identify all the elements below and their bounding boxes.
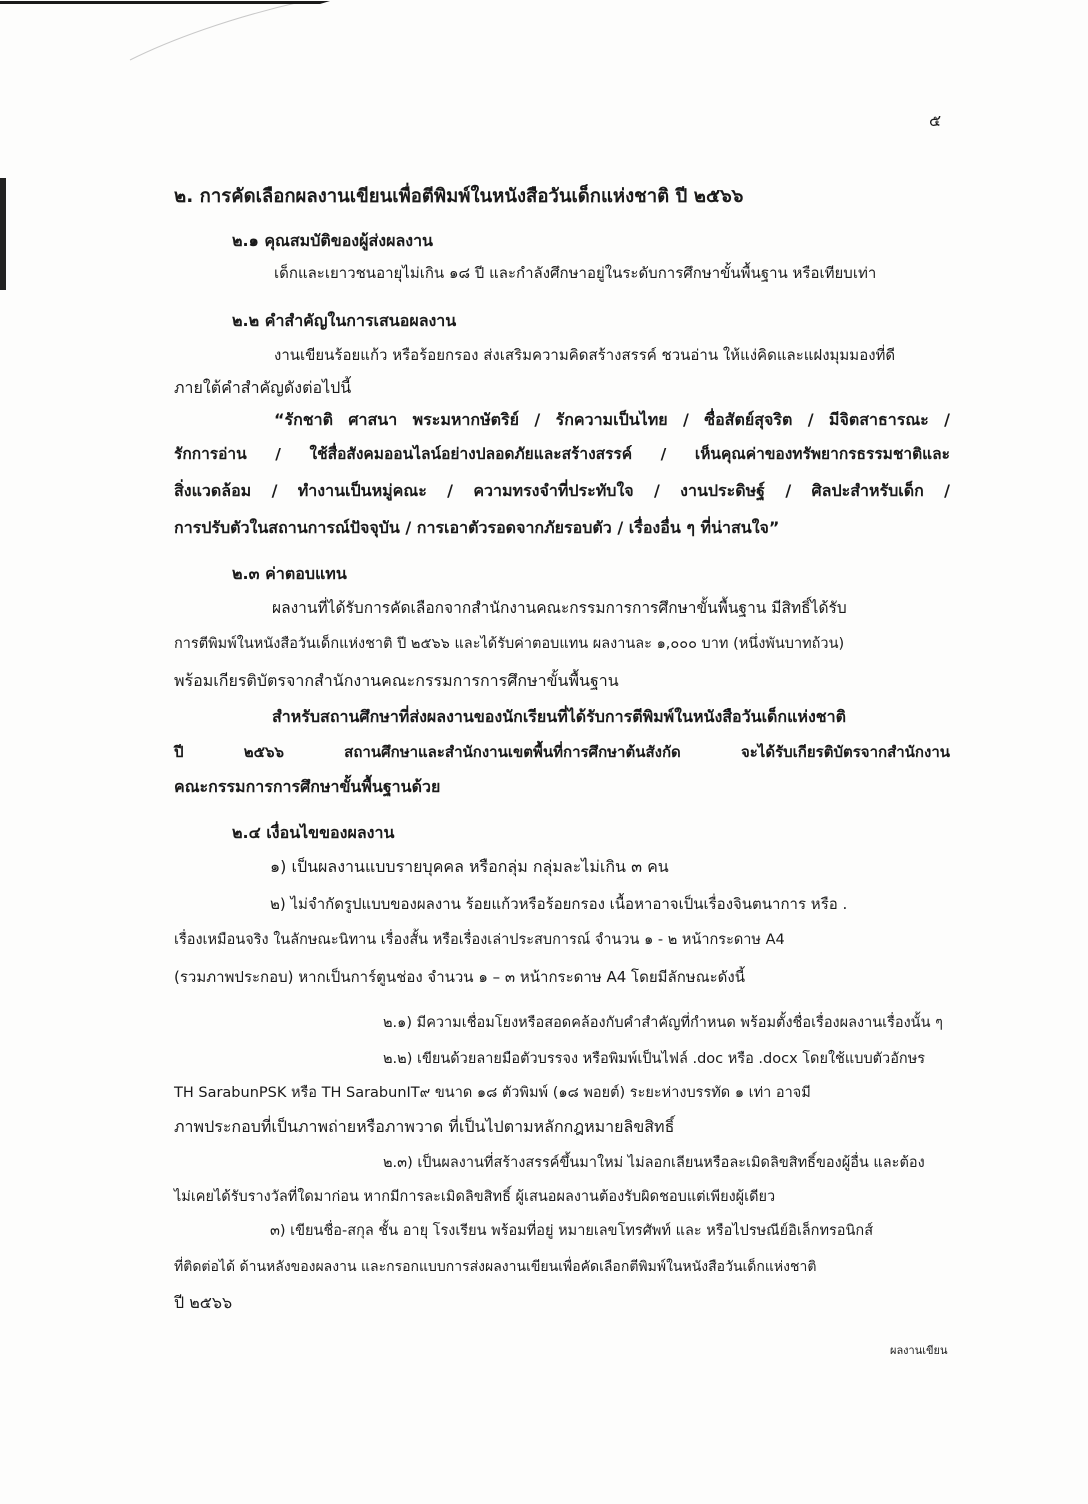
subsection-2-1-text: เด็กและเยาวชนอายุไม่เกิน ๑๘ ปี และกำลังศึกษาอยู่ในระดับการศึกษาขั้นพื้นฐาน หรือเทียบเท่า [274,264,877,282]
condition-3-line-1: ๓) เขียนชื่อ-สกุล ชั้น อายุ โรงเรียน พร้อมที่อยู่ หมายเลขโทรศัพท์ และ หรือไปรษณีย์อิเล็กทรอนิกส์ [270,1223,874,1239]
condition-2-3-line-2: ไม่เคยได้รับรางวัลที่ใดมาก่อน หากมีการละเมิดลิขสิทธิ์ ผู้เสนอผลงานต้องรับผิดชอบแต่เพียงผู้เดียว [174,1189,776,1205]
condition-2-2-line-1: ๒.๒) เขียนด้วยลายมือตัวบรรจง หรือพิมพ์เป็นไฟล์ .doc หรือ .docx โดยใช้แบบตัวอักษร [383,1051,926,1067]
condition-2-1: ๒.๑) มีความเชื่อมโยงหรือสอดคล้องกับคำสำคัญที่กำหนด พร้อมตั้งชื่อเรื่องผลงานเรื่องนั้น ๆ [383,1015,943,1031]
subsection-2-3-line-3: พร้อมเกียรติบัตรจากสำนักงานคณะกรรมการการศึกษาขั้นพื้นฐาน [174,671,619,690]
institution-award-line-1: สำหรับสถานศึกษาที่ส่งผลงานของนักเรียนที่ได้รับการตีพิมพ์ในหนังสือวันเด็กแห่งชาติ [272,707,847,726]
condition-3-line-3: ปี ๒๕๖๖ [174,1293,233,1312]
condition-1: ๑) เป็นผลงานแบบรายบุคคล หรือกลุ่ม กลุ่มละไม่เกิน ๓ คน [270,857,669,876]
keywords-line-1: “รักชาติ ศาสนา พระมหากษัตริย์ / รักความเป็นไทย / ซื่อสัตย์สุจริต / มีจิตสาธารณะ / [274,410,950,429]
scan-fold-curve [130,2,300,60]
condition-2-line-1: ๒) ไม่จำกัดรูปแบบของผลงาน ร้อยแก้วหรือร้อยกรอง เนื้อหาอาจเป็นเรื่องจินตนาการ หรือ . [270,895,848,913]
footer-continuation-note: ผลงานเขียน [890,1344,948,1357]
subsection-2-3-heading: ๒.๓ ค่าตอบแทน [232,564,347,583]
page-number: ๕ [929,111,942,130]
keywords-line-4: การปรับตัวในสถานการณ์ปัจจุบัน / การเอาตัวรอดจากภัยรอบตัว / เรื่องอื่น ๆ ที่น่าสนใจ” [174,518,780,537]
condition-2-2-line-2: TH SarabunPSK หรือ TH SarabunIT๙ ขนาด ๑๘ ตัวพิมพ์ (๑๘ พอยต์) ระยะห่างบรรทัด ๑ เท่า อาจมี [174,1085,811,1101]
subsection-2-2-line-2: ภายใต้คำสำคัญดังต่อไปนี้ [174,378,352,397]
subsection-2-2-heading: ๒.๒ คำสำคัญในการเสนอผลงาน [232,311,457,330]
scan-fold-line [0,0,300,175]
keywords-line-2: รักการอ่าน / ใช้สื่อสังคมออนไลน์อย่างปลอดภัยและสร้างสรรค์ / เห็นคุณค่าของทรัพยากรธรรมชาติและ [174,445,950,463]
condition-2-line-2: เรื่องเหมือนจริง ในลักษณะนิทาน เรื่องสั้น หรือเรื่องเล่าประสบการณ์ จำนวน ๑ - ๒ หน้ากระดาษ A4 [174,932,785,948]
subsection-2-3-line-1: ผลงานที่ได้รับการคัดเลือกจากสำนักงานคณะกรรมการการศึกษาขั้นพื้นฐาน มีสิทธิ์ได้รับ [272,599,847,617]
subsection-2-4-heading: ๒.๔ เงื่อนไขของผลงาน [232,823,395,842]
keywords-line-3: สิ่งแวดล้อม / ทำงานเป็นหมู่คณะ / ความทรงจำที่ประทับใจ / งานประดิษฐ์ / ศิลปะสำหรับเด็ก / [174,481,950,500]
institution-award-line-3: คณะกรรมการการศึกษาขั้นพื้นฐานด้วย [174,777,441,796]
condition-2-2-line-3: ภาพประกอบที่เป็นภาพถ่ายหรือภาพวาด ที่เป็นไปตามหลักกฎหมายลิขสิทธิ์ [174,1117,675,1136]
condition-2-3-line-1: ๒.๓) เป็นผลงานที่สร้างสรรค์ขึ้นมาใหม่ ไม่ลอกเลียนหรือละเมิดลิขสิทธิ์ของผู้อื่น และต้อง [383,1155,925,1171]
subsection-2-1-heading: ๒.๑ คุณสมบัติของผู้ส่งผลงาน [232,231,433,250]
subsection-2-3-line-2: การตีพิมพ์ในหนังสือวันเด็กแห่งชาติ ปี ๒๕๖๖ และได้รับค่าตอบแทน ผลงานละ ๑,๐๐๐ บาท (หนึ่งพันบาทถ้วน) [174,636,845,652]
condition-2-line-3: (รวมภาพประกอบ) หากเป็นการ์ตูนช่อง จำนวน ๑ – ๓ หน้ากระดาษ A4 โดยมีลักษณะดังนี้ [174,968,745,986]
scan-left-edge [0,178,6,290]
institution-award-line-2: ปี ๒๕๖๖ สถานศึกษาและสำนักงานเขตพื้นที่การศึกษาต้นสังกัด จะได้รับเกียรติบัตรจากสำนักงาน [174,743,950,761]
scan-top-curl [0,1,330,4]
section-heading: ๒. การคัดเลือกผลงานเขียนเพื่อตีพิมพ์ในหนังสือวันเด็กแห่งชาติ ปี ๒๕๖๖ [174,186,744,207]
subsection-2-2-line-1: งานเขียนร้อยแก้ว หรือร้อยกรอง ส่งเสริมความคิดสร้างสรรค์ ชวนอ่าน ให้แง่คิดและแฝงมุมมองที่ดี [274,346,896,364]
condition-3-line-2: ที่ติดต่อได้ ด้านหลังของผลงาน และกรอกแบบการส่งผลงานเขียนเพื่อคัดเลือกตีพิมพ์ในหนังสือวันเด็กแห่งชาติ [174,1259,817,1275]
